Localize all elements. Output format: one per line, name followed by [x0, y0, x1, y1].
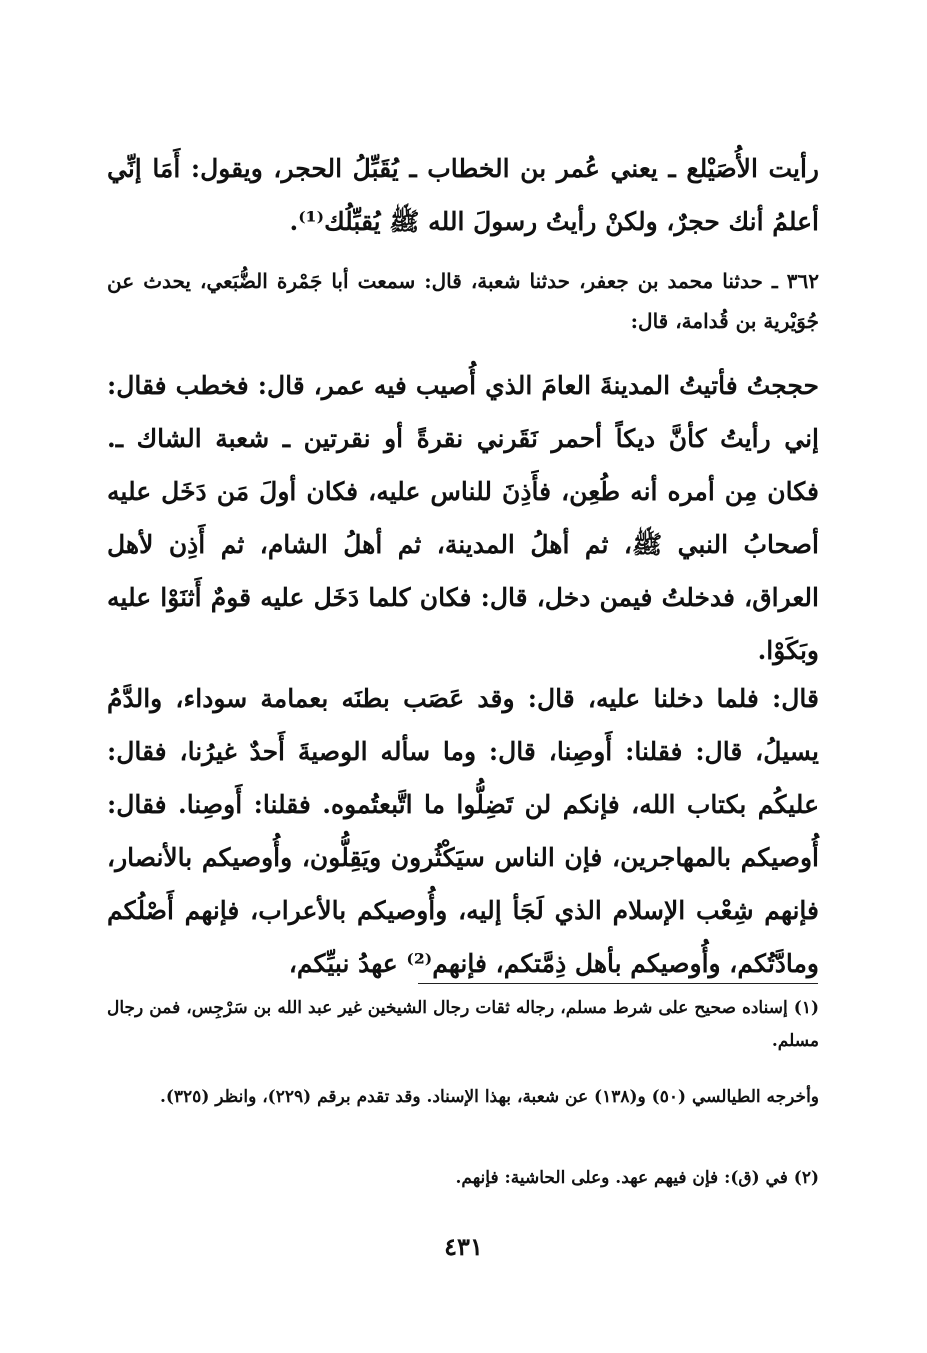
page-number: ٤٣١ — [444, 1232, 483, 1261]
paragraph-1: رأيت الأُصَيْلع ـ يعني عُمر بن الخطاب ـ يُقَبِّلُ الحجر، ويقول: أَمَا إنِّي أعلمُ أنك حجرٌ، ولكنْ رأيتُ رسولَ الله ﷺ يُقبِّلُك⁽¹⁾. — [107, 154, 819, 236]
footnote-2: (٢) في (ق): فإن فيهم عهد. وعلى الحاشية: فإنهم. — [455, 1168, 819, 1188]
footnote-1-continued: وأخرجه الطيالسي (٥٠) و(١٣٨) عن شعبة، بهذا الإسناد. وقد تقدم برقم (٢٢٩)، وانظر (٣٢٥). — [159, 1087, 819, 1107]
paragraph-4: قال: فلما دخلنا عليه، قال: وقد عَصَب بطنَه بعمامة سوداء، والدَّمُ يسيلُ، قال: فقلنا: أَوصِنا، قال: وما سأله الوصيةَ أَحدٌ غيرُنا، فقال: عليكُم بكتاب الله، فإنكم لن تَضِلُّوا ما اتَّبعتُموه. فقلنا: أَوصِنا. فقال: أُوصيكم بالمهاجرين، فإن الناس سيَكْثُرون ويَقِلُّون، وأُوصيكم بالأنصار، فإنهم شِعْب الإسلام الذي لَجَأ إليه، وأُوصيكم بالأعراب، فإنهم أَصْلُكم ومادَّتُكم، وأُوصيكم بأهل ذِمَّتكم، فإنهم⁽²⁾ عهدُ نبيِّكم، — [107, 684, 819, 978]
hadith-362-isnad: ٣٦٢ ـ حدثنا محمد بن جعفر، حدثنا شعبة، قال: سمعت أبا جَمْرة الضُّبَعي، يحدث عن جُوَيْرية بن قُدامة، قال: — [107, 269, 819, 333]
footnote-1: (١) إسناده صحيح على شرط مسلم، رجاله ثقات رجال الشيخين غير عبد الله بن سَرْجِس، فمن رجال مسلم. — [107, 998, 819, 1051]
paragraph-3: حججتُ فأتيتُ المدينةَ العامَ الذي أُصيب فيه عمر، قال: فخطب فقال: إني رأيتُ كأنَّ ديكاً أحمر نَقَرني نقرةً أو نقرتين ـ شعبة الشاك ـ. فكان مِن أمره أنه طُعِن، فأَذِنَ للناس عليه، فكان أولَ مَن دَخَل عليه أصحابُ النبي ﷺ، ثم أهلُ المدينة، ثم أهلُ الشام، ثم أَذِن لأهل العراق، فدخلتُ فيمن دخل، قال: فكان كلما دَخَل عليه قومٌ أَثنَوْا عليه وبَكَوْا. — [107, 371, 819, 665]
footnote-separator — [418, 983, 818, 984]
